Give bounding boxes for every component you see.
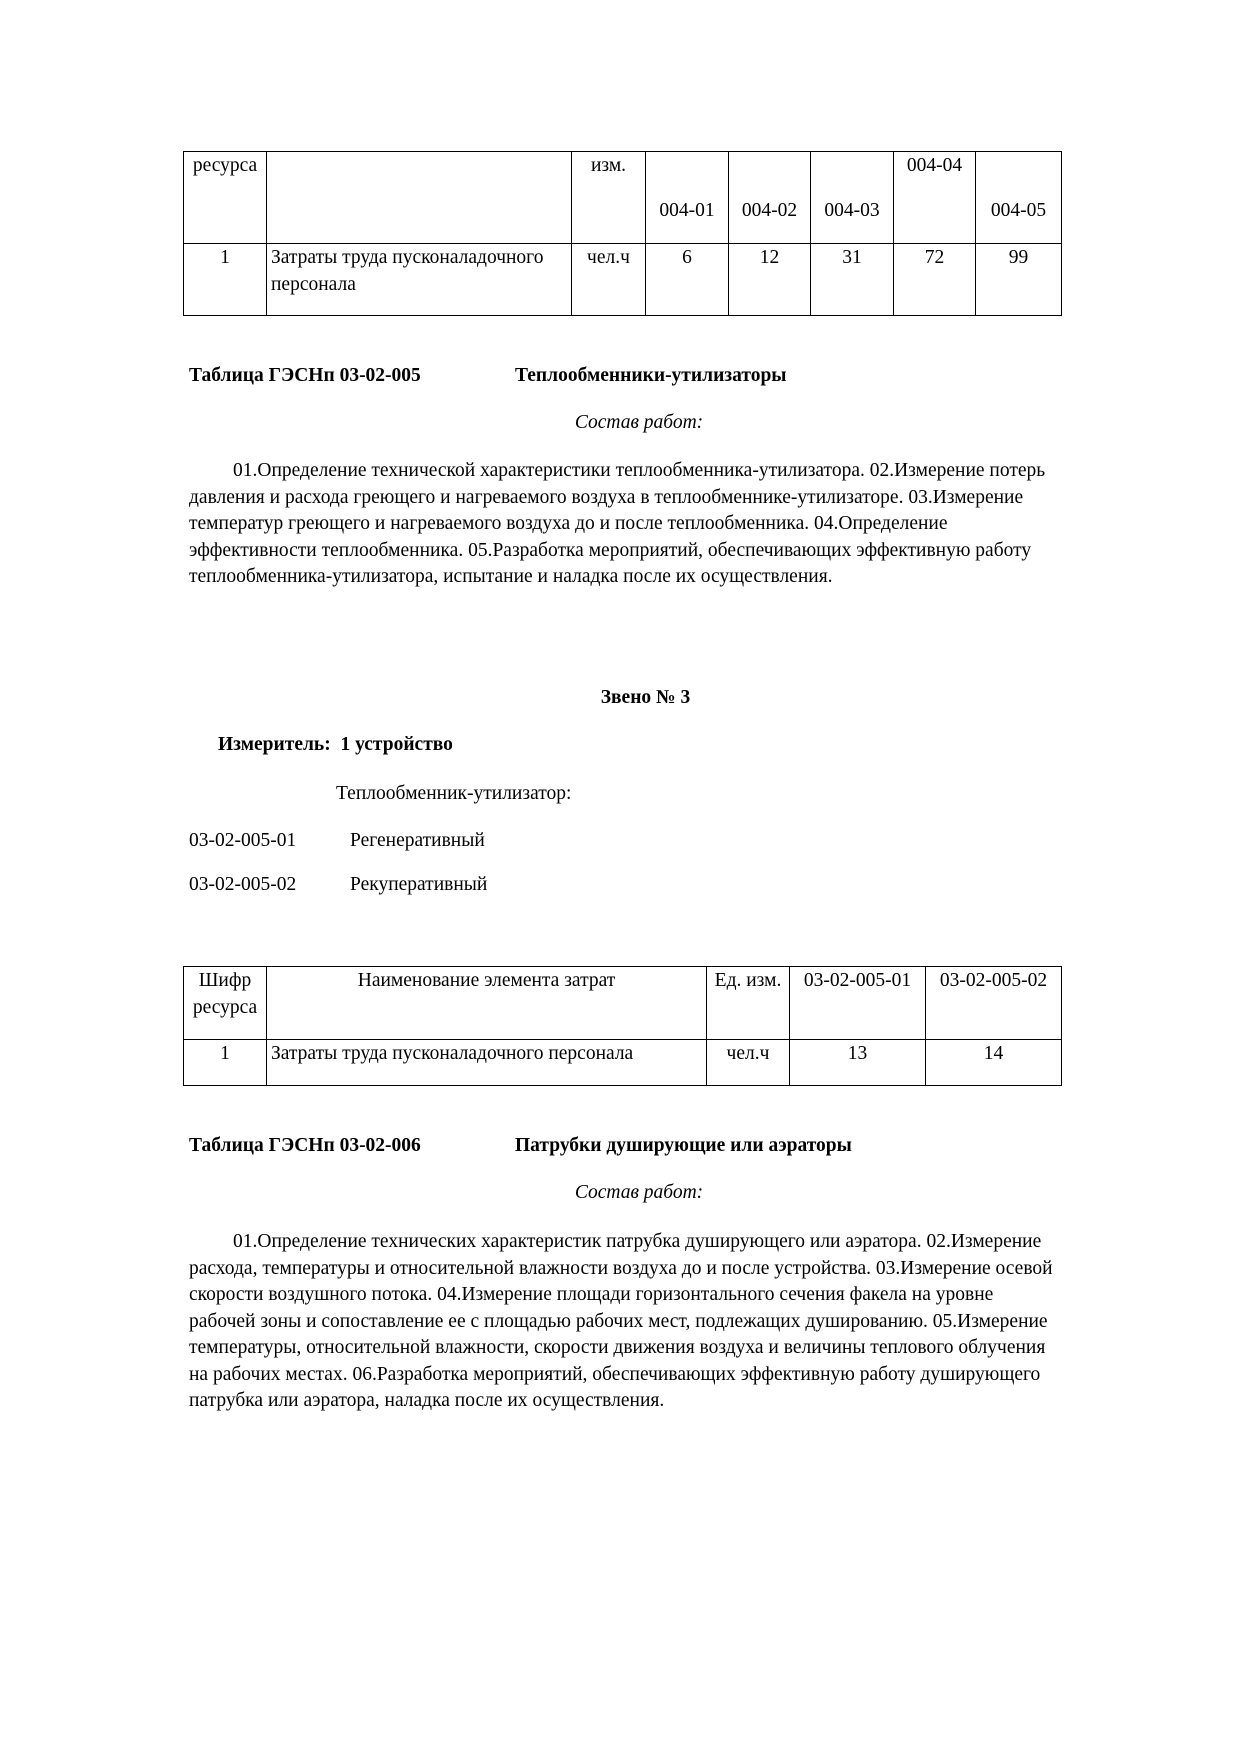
table-row <box>184 1040 1062 1086</box>
header-col-cell: 004-01 <box>646 152 729 244</box>
device-group-label: Теплообменник-утилизатор: <box>336 783 572 804</box>
table-header-row <box>184 152 1062 244</box>
row-value-cell: 99 <box>976 244 1062 316</box>
row-value-cell: 6 <box>646 244 729 316</box>
table-title: Патрубки душирующие или аэраторы <box>515 1135 852 1156</box>
row-number-cell: 1 <box>184 1040 267 1086</box>
header-unit-cell: Ед. изм. <box>707 967 790 1040</box>
work-composition-text: 01.Определение технической характеристики теплообменника-утилизатора. 02.Измерение потерь давления и расхода греющего и нагреваемого воздуха в теплообменнике-утилизаторе. 03.Измерение температур греющего и нагреваемого воздуха до и после теплообменника. 04.Определение эффективности теплообменника. 05.Разработка мероприятий, обеспечивающих эффективную работу теплообменника-утилизатора, испытание и наладка после их осуществления. <box>189 460 1046 587</box>
item-name: Рекуперативный <box>350 874 488 895</box>
row-unit-cell: чел.ч <box>707 1040 790 1086</box>
table-resources-004 <box>183 151 1062 316</box>
table-header-row <box>184 967 1062 1040</box>
table-resources-005 <box>183 966 1062 1086</box>
header-code-cell: Шифр ресурса <box>184 967 267 1040</box>
work-composition-heading: Состав работ: <box>574 412 704 433</box>
row-unit-cell: чел.ч <box>572 244 646 316</box>
work-composition-heading: Состав работ: <box>574 1182 704 1203</box>
header-col-cell: 004-02 <box>729 152 811 244</box>
header-name-cell: Наименование элемента затрат <box>267 967 707 1040</box>
header-col-cell: 004-04 <box>894 152 976 244</box>
table-label: Таблица ГЭСНп 03-02-006 <box>189 1135 421 1156</box>
row-number-cell: 1 <box>184 244 267 316</box>
item-code: 03-02-005-02 <box>189 874 297 895</box>
table-label: Таблица ГЭСНп 03-02-005 <box>189 365 421 386</box>
row-name-cell: Затраты труда пусконаладочного персонала <box>267 244 572 316</box>
table-title: Теплообменники-утилизаторы <box>515 365 787 386</box>
item-name: Регенеративный <box>350 830 485 851</box>
meter-label: Измеритель: 1 устройство <box>218 734 453 755</box>
work-composition-text: 01.Определение технических характеристик патрубка душирующего или аэратора. 02.Измерение расхода, температуры и относительной влажности воздуха до и после устройства. 03.Измерение осевой скорости воздушного потока. 04.Измерение площади горизонтального сечения факела на уровне рабочей зоны и сопоставление ее с площадью рабочих мест, подлежащих душированию. 05.Измерение температуры, относительной влажности, скорости движения воздуха и величины теплового облучения на рабочих местах. 06.Разработка мероприятий, обеспечивающих эффективную работу душирующего патрубка или аэратора, наладка после их осуществления. <box>189 1231 1053 1411</box>
crew-label: Звено № 3 <box>600 687 691 708</box>
item-code: 03-02-005-01 <box>189 830 297 851</box>
row-value-cell: 31 <box>811 244 894 316</box>
row-name-cell: Затраты труда пусконаладочного персонала <box>267 1040 707 1086</box>
header-code-cell: ресурса <box>184 152 267 244</box>
row-value-cell: 12 <box>729 244 811 316</box>
row-value-cell: 14 <box>926 1040 1062 1086</box>
row-value-cell: 72 <box>894 244 976 316</box>
header-name-cell <box>267 152 572 244</box>
header-unit-cell: изм. <box>572 152 646 244</box>
header-col-cell: 004-03 <box>811 152 894 244</box>
table-row <box>184 244 1062 316</box>
row-value-cell: 13 <box>790 1040 926 1086</box>
header-col-cell: 03-02-005-01 <box>790 967 926 1040</box>
header-col-cell: 004-05 <box>976 152 1062 244</box>
header-col-cell: 03-02-005-02 <box>926 967 1062 1040</box>
